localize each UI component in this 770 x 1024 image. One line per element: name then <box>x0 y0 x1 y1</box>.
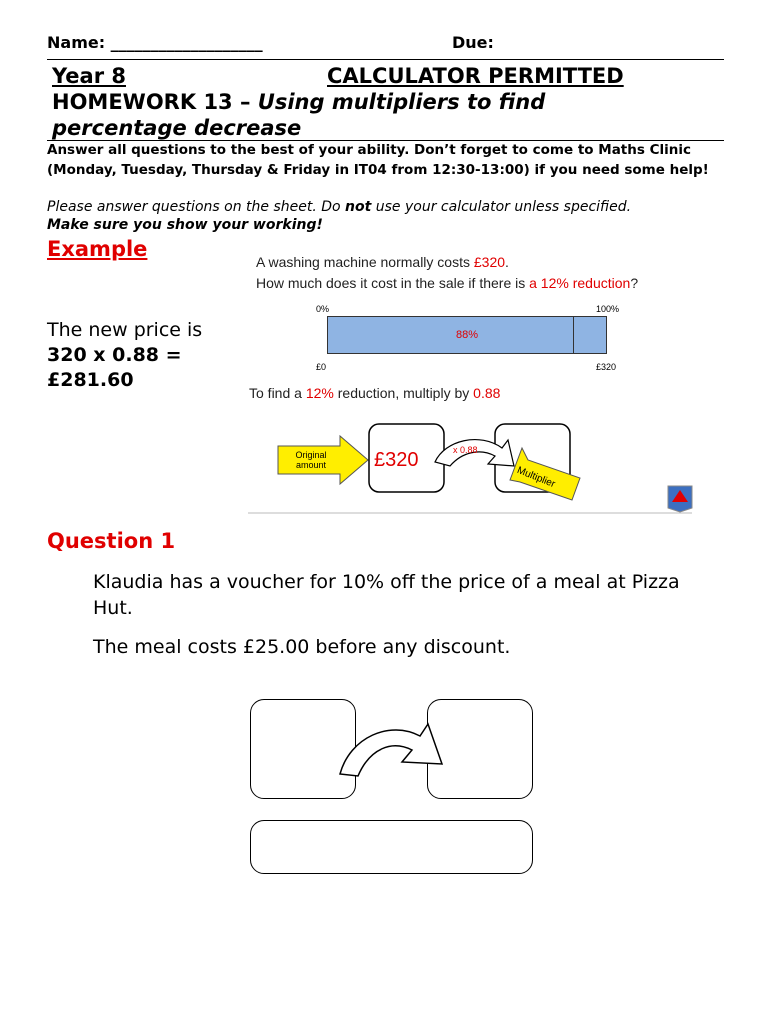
multiply-pre: To find a <box>249 385 306 401</box>
multiply-mid: reduction, multiply by <box>333 385 474 401</box>
example-heading: Example <box>47 237 148 261</box>
question-1-heading: Question 1 <box>47 529 176 553</box>
answer-curved-arrow <box>330 712 450 782</box>
problem-reduction: a 12% reduction <box>529 275 631 291</box>
bar-right-bottom: £320 <box>596 362 617 372</box>
instructions-calculator <box>47 199 631 215</box>
homework-topic: Using multipliers to find percentage decrease <box>52 90 546 140</box>
instr-pre: Please answer questions on the sheet. Do <box>47 199 346 215</box>
answer-result-box[interactable] <box>250 820 533 874</box>
example-problem-line2 <box>256 275 638 291</box>
multiply-pct: 12% <box>305 385 334 401</box>
problem-post1: . <box>505 254 509 270</box>
curved-arrow-shape <box>340 724 442 776</box>
original-amount-label: Original amount <box>295 450 327 470</box>
problem-pre1: A washing machine normally costs <box>256 254 474 270</box>
bar-label: 88% <box>455 329 479 341</box>
new-price-label: The new price is <box>47 319 203 341</box>
homework-prefix: HOMEWORK 13 – <box>52 90 258 114</box>
question-1-cost: The meal costs £25.00 before any discount. <box>93 636 511 658</box>
example-arrow-label: x 0.88 <box>453 445 478 455</box>
example-box-value: £320 <box>374 449 419 471</box>
calculator-label: CALCULATOR PERMITTED <box>327 64 624 88</box>
due-field-label: Due: <box>452 33 494 52</box>
problem-pre2: How much does it cost in the sale if there is <box>256 275 530 291</box>
bar-left-bottom: £0 <box>316 362 327 372</box>
question-1-text: Klaudia has a voucher for 10% off the price of a meal at Pizza Hut. <box>93 571 680 619</box>
new-price-result: £281.60 <box>47 369 134 391</box>
example-problem-line1 <box>256 254 509 270</box>
name-field-label: Name: ___________________ <box>47 33 263 52</box>
bar-right-top: 100% <box>596 304 620 314</box>
multiplier-label: Multiplier <box>515 464 557 491</box>
new-price-calc: 320 x 0.88 = <box>47 344 182 366</box>
new-price-text <box>47 318 202 393</box>
multiply-instruction <box>249 385 500 401</box>
problem-price: £320 <box>473 254 506 270</box>
instructions-working: Make sure you show your working! <box>47 217 323 233</box>
homework-title <box>52 89 672 141</box>
header-rule <box>47 59 724 60</box>
percentage-bar <box>327 316 607 354</box>
problem-post2: ? <box>630 275 639 291</box>
year-label: Year 8 <box>52 64 126 88</box>
instr-post: use your calculator unless specified. <box>371 199 632 215</box>
bar-left-top: 0% <box>316 304 330 314</box>
instr-bold: not <box>345 199 372 215</box>
instructions-text: Answer all questions to the best of your ability. Don’t forget to come to Maths Clinic (Monday, Tuesday, Thursday & Friday in IT04 from 12:30-13:00) if you need some help! <box>47 142 709 178</box>
multiply-val: 0.88 <box>473 385 501 401</box>
